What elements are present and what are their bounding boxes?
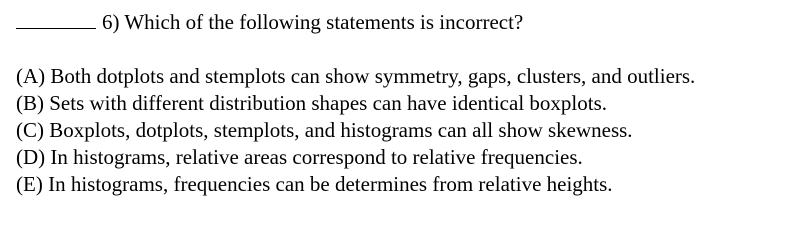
- option-label: (D): [16, 145, 46, 169]
- option-e: [16, 171, 695, 198]
- question-line: [16, 8, 523, 36]
- option-a: [16, 63, 695, 90]
- option-label: (C): [16, 118, 44, 142]
- option-label: (B): [16, 91, 44, 115]
- answer-options: [16, 63, 695, 198]
- option-label: (A): [16, 64, 46, 88]
- option-text: In histograms, relative areas correspond to relative frequencies.: [50, 145, 583, 169]
- option-d: [16, 144, 695, 171]
- question-text: 6) Which of the following statements is incorrect?: [102, 10, 524, 34]
- option-label: (E): [16, 172, 43, 196]
- option-text: Boxplots, dotplots, stemplots, and histograms can all show skewness.: [49, 118, 633, 142]
- answer-blank[interactable]: [16, 10, 96, 29]
- option-text: Both dotplots and stemplots can show symmetry, gaps, clusters, and outliers.: [50, 64, 696, 88]
- option-text: In histograms, frequencies can be determines from relative heights.: [48, 172, 613, 196]
- option-text: Sets with different distribution shapes can have identical boxplots.: [49, 91, 608, 115]
- option-b: [16, 90, 695, 117]
- option-c: [16, 117, 695, 144]
